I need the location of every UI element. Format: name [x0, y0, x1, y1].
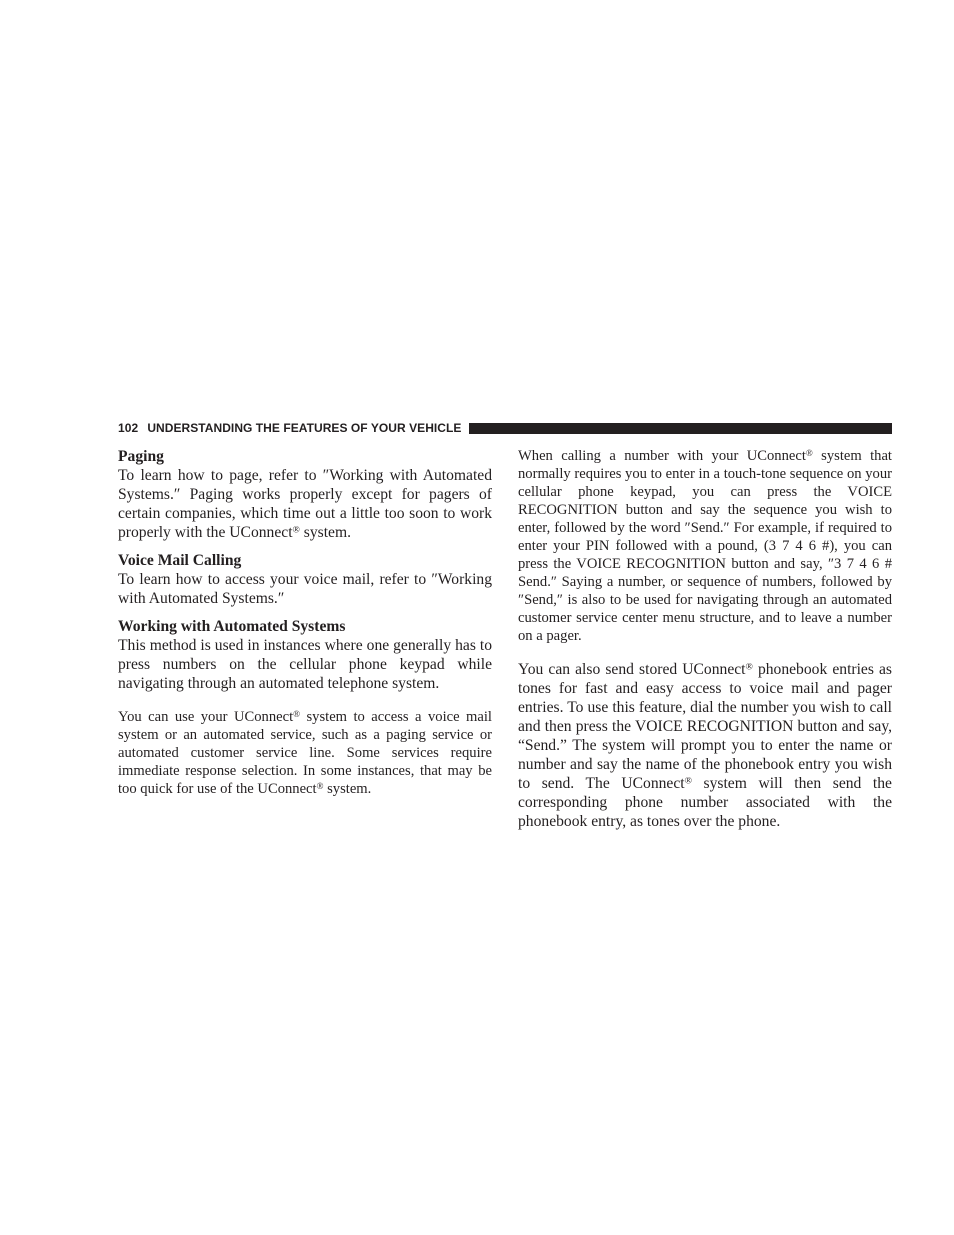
registered-mark: ®: [316, 780, 324, 791]
heading-automated-systems: Working with Automated Systems: [118, 618, 346, 635]
running-header: [118, 418, 892, 438]
phonebook-tones-paragraph: You can also send stored UConnect® phonebook entries as tones for fast and easy access to voice mail and pager entries. To use this feature, dial the number you wish to call and then press the VOICE RECOGNITION button and say, “Send.” The system will prompt you to enter the name or number and say the name of the phonebook entry you wish to send. The UConnect® system will then send the corresponding phone number associated with the phonebook entry, as tones over the phone.: [518, 661, 893, 830]
registered-mark: ®: [745, 661, 753, 673]
heading-voice-mail: Voice Mail Calling: [118, 552, 242, 569]
automated-paragraph: This method is used in instances where one generally has to press numbers on the cellular phone keypad while navigating through an automated telephone system.: [118, 637, 492, 692]
voice-mail-paragraph: To learn how to access your voice mail, refer to ″Working with Automated Systems.″: [118, 571, 492, 607]
paging-paragraph: To learn how to page, refer to ″Working with Automated Systems.″ Paging works properly except for pagers of certain companies, which time out a little too soon to work properly with the UConnect® system.: [118, 467, 492, 541]
touch-tone-paragraph: When calling a number with your UConnect® system that normally requires you to enter in a touch-tone sequence on your cellular phone keypad, you can press the VOICE RECOGNITION button and say the sequence you wish to enter, followed by the word ″Send.″ For example, if required to enter your PIN followed with a pound, (3 7 4 6 #), you can press the VOICE RECOGNITION button and say, ″3 7 4 6 # Send.″ Saying a number, or sequence of numbers, followed by ″Send,″ is also to be used for navigating through an automated customer service center menu structure, and to leave a number on a pager.: [518, 447, 892, 644]
page-number: 102: [118, 421, 139, 435]
header-rule: [469, 423, 892, 434]
left-column: [118, 447, 492, 798]
registered-mark: ®: [805, 447, 813, 458]
right-column: [518, 447, 892, 831]
heading-paging: Paging: [118, 448, 164, 465]
section-title: UNDERSTANDING THE FEATURES OF YOUR VEHICLE: [147, 421, 462, 435]
registered-mark: ®: [293, 708, 301, 719]
registered-mark: ®: [292, 524, 300, 536]
automated-paragraph-2: You can use your UConnect® system to access a voice mail system or an automated service, such as a paging service or automated customer service line. Some services require immediate response selection. In some instances, that may be too quick for use of the UConnect® system.: [118, 708, 492, 797]
registered-mark: ®: [684, 775, 692, 787]
